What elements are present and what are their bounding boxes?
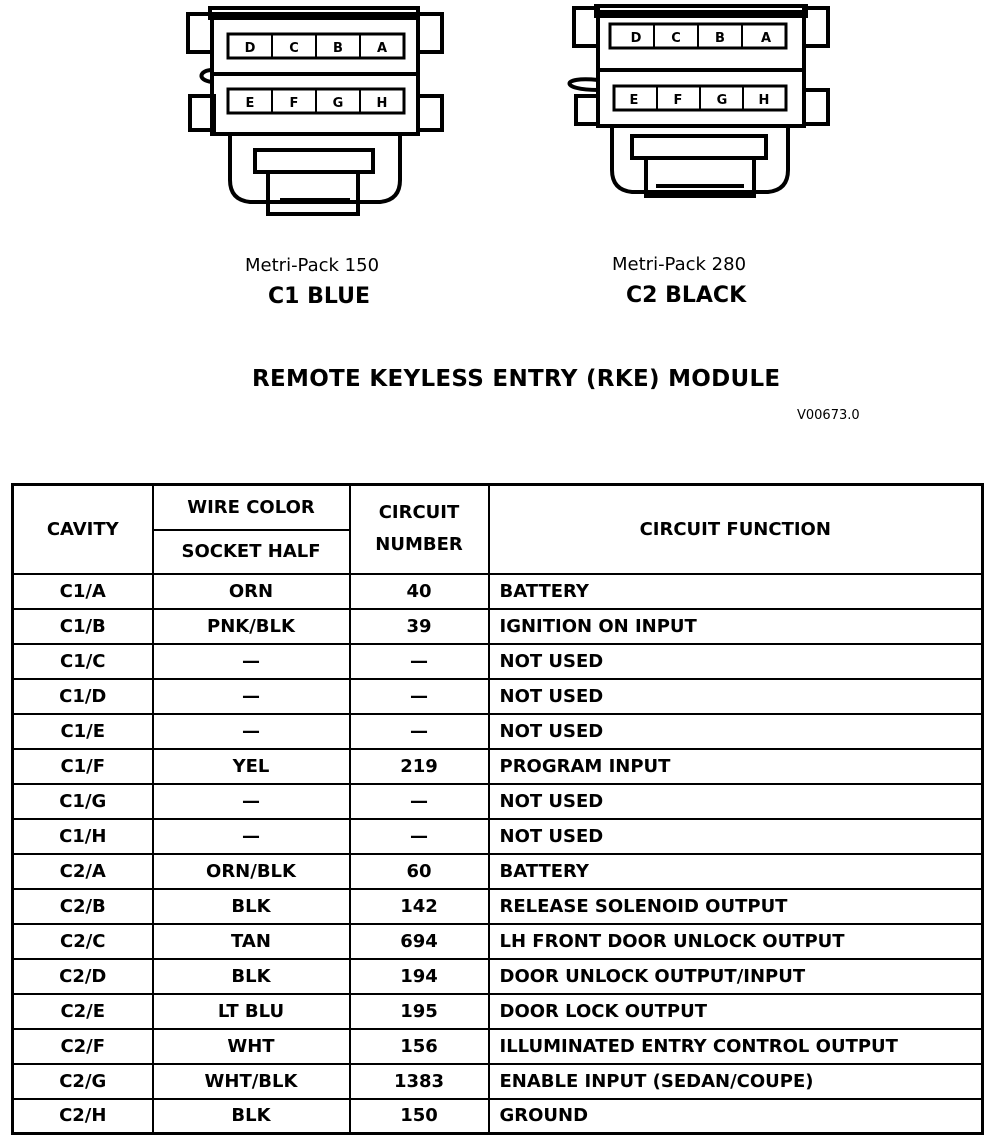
cavity-label: G xyxy=(716,93,728,108)
cavity-cell: C2/E xyxy=(13,994,153,1029)
connector-diagram xyxy=(0,0,992,470)
cavity-label: A xyxy=(760,31,772,46)
cavity-cell: C1/F xyxy=(13,749,153,784)
circuit-number-cell: 60 xyxy=(350,854,489,889)
cavity-cell: C1/D xyxy=(13,679,153,714)
circuit-number-cell: 150 xyxy=(350,1099,489,1134)
circuit-number-cell: 694 xyxy=(350,924,489,959)
cavity-label: G xyxy=(332,96,344,111)
cavity-label: B xyxy=(333,41,343,56)
cavity-cell: C2/D xyxy=(13,959,153,994)
wire-color-cell: PNK/BLK xyxy=(153,609,350,644)
cavity-label: B xyxy=(715,31,725,46)
cavity-label: D xyxy=(244,41,256,56)
table-row xyxy=(13,959,983,994)
circuit-function-cell: PROGRAM INPUT xyxy=(489,749,983,784)
circuit-number-cell: 194 xyxy=(350,959,489,994)
cavity-label: E xyxy=(245,96,255,111)
cavity-cell: C2/A xyxy=(13,854,153,889)
table-row xyxy=(13,924,983,959)
header-circuit-function: CIRCUIT FUNCTION xyxy=(489,485,983,574)
circuit-function-cell: LH FRONT DOOR UNLOCK OUTPUT xyxy=(489,924,983,959)
circuit-function-cell: ILLUMINATED ENTRY CONTROL OUTPUT xyxy=(489,1029,983,1064)
connector-c1-color-label: C1 BLUE xyxy=(268,284,371,309)
cavity-label: D xyxy=(630,31,642,46)
figure-id: V00673.0 xyxy=(797,408,860,423)
header-socket-half: SOCKET HALF xyxy=(153,530,350,574)
wire-color-cell: TAN xyxy=(153,924,350,959)
cavity-cell: C1/A xyxy=(13,574,153,609)
circuit-number-cell: — xyxy=(350,819,489,854)
wire-color-cell: BLK xyxy=(153,959,350,994)
circuit-function-cell: BATTERY xyxy=(489,574,983,609)
wire-color-cell: LT BLU xyxy=(153,994,350,1029)
cavity-label: F xyxy=(673,93,683,108)
cavity-label: F xyxy=(289,96,299,111)
circuit-function-cell: NOT USED xyxy=(489,644,983,679)
cavity-cell: C2/G xyxy=(13,1064,153,1099)
circuit-number-cell: — xyxy=(350,714,489,749)
circuit-function-cell: BATTERY xyxy=(489,854,983,889)
table-row xyxy=(13,889,983,924)
table-row xyxy=(13,784,983,819)
connector-c2-color-label: C2 BLACK xyxy=(626,283,747,308)
cavity-cell: C1/B xyxy=(13,609,153,644)
wire-color-cell: — xyxy=(153,784,350,819)
circuit-number-cell: 195 xyxy=(350,994,489,1029)
pinout-table xyxy=(11,483,984,1135)
wire-color-cell: — xyxy=(153,714,350,749)
circuit-number-cell: 142 xyxy=(350,889,489,924)
wire-color-cell: BLK xyxy=(153,1099,350,1134)
table-row xyxy=(13,644,983,679)
connector-c2-cavities xyxy=(610,24,786,110)
table-row xyxy=(13,1064,983,1099)
circuit-number-cell: — xyxy=(350,644,489,679)
circuit-function-cell: ENABLE INPUT (SEDAN/COUPE) xyxy=(489,1064,983,1099)
pinout-rows xyxy=(13,574,983,1134)
cavity-label: H xyxy=(758,93,770,108)
cavity-label: C xyxy=(671,31,681,46)
table-row xyxy=(13,574,983,609)
cavity-cell: C2/C xyxy=(13,924,153,959)
wire-color-cell: — xyxy=(153,819,350,854)
table-row xyxy=(13,1099,983,1134)
connector-c2-name: Metri-Pack 280 xyxy=(612,254,747,275)
wire-color-cell: BLK xyxy=(153,889,350,924)
header-circuit-number xyxy=(350,485,489,574)
header-cavity: CAVITY xyxy=(13,485,153,574)
circuit-number-cell: 39 xyxy=(350,609,489,644)
table-row xyxy=(13,679,983,714)
wire-color-cell: WHT xyxy=(153,1029,350,1064)
cavity-label: E xyxy=(629,93,639,108)
wire-color-cell: YEL xyxy=(153,749,350,784)
circuit-function-cell: IGNITION ON INPUT xyxy=(489,609,983,644)
wire-color-cell: WHT/BLK xyxy=(153,1064,350,1099)
cavity-label: H xyxy=(376,96,388,111)
circuit-function-cell: NOT USED xyxy=(489,819,983,854)
cavity-cell: C1/C xyxy=(13,644,153,679)
cavity-cell: C2/H xyxy=(13,1099,153,1134)
circuit-number-cell: 219 xyxy=(350,749,489,784)
circuit-function-cell: DOOR UNLOCK OUTPUT/INPUT xyxy=(489,959,983,994)
circuit-function-cell: RELEASE SOLENOID OUTPUT xyxy=(489,889,983,924)
cavity-cell: C2/B xyxy=(13,889,153,924)
header-number: NUMBER xyxy=(375,534,463,556)
header-wire-color: WIRE COLOR xyxy=(153,485,350,530)
cavity-cell: C1/E xyxy=(13,714,153,749)
table-row xyxy=(13,714,983,749)
table-row xyxy=(13,609,983,644)
module-title: REMOTE KEYLESS ENTRY (RKE) MODULE xyxy=(252,366,781,392)
cavity-cell: C2/F xyxy=(13,1029,153,1064)
header-circuit: CIRCUIT xyxy=(378,502,460,524)
circuit-number-cell: — xyxy=(350,784,489,819)
circuit-function-cell: NOT USED xyxy=(489,679,983,714)
cavity-label: A xyxy=(376,41,388,56)
circuit-function-cell: DOOR LOCK OUTPUT xyxy=(489,994,983,1029)
table-row xyxy=(13,854,983,889)
wire-color-cell: ORN/BLK xyxy=(153,854,350,889)
circuit-number-cell: 1383 xyxy=(350,1064,489,1099)
circuit-number-cell: 40 xyxy=(350,574,489,609)
table-row xyxy=(13,1029,983,1064)
connector-c1-name: Metri-Pack 150 xyxy=(245,255,380,276)
cavity-cell: C1/H xyxy=(13,819,153,854)
circuit-function-cell: NOT USED xyxy=(489,714,983,749)
table-row xyxy=(13,994,983,1029)
wire-color-cell: — xyxy=(153,644,350,679)
circuit-number-cell: — xyxy=(350,679,489,714)
table-row xyxy=(13,819,983,854)
cavity-label: C xyxy=(289,41,299,56)
wire-color-cell: ORN xyxy=(153,574,350,609)
circuit-function-cell: GROUND xyxy=(489,1099,983,1134)
wire-color-cell: — xyxy=(153,679,350,714)
table-row xyxy=(13,749,983,784)
cavity-cell: C1/G xyxy=(13,784,153,819)
circuit-number-cell: 156 xyxy=(350,1029,489,1064)
circuit-function-cell: NOT USED xyxy=(489,784,983,819)
